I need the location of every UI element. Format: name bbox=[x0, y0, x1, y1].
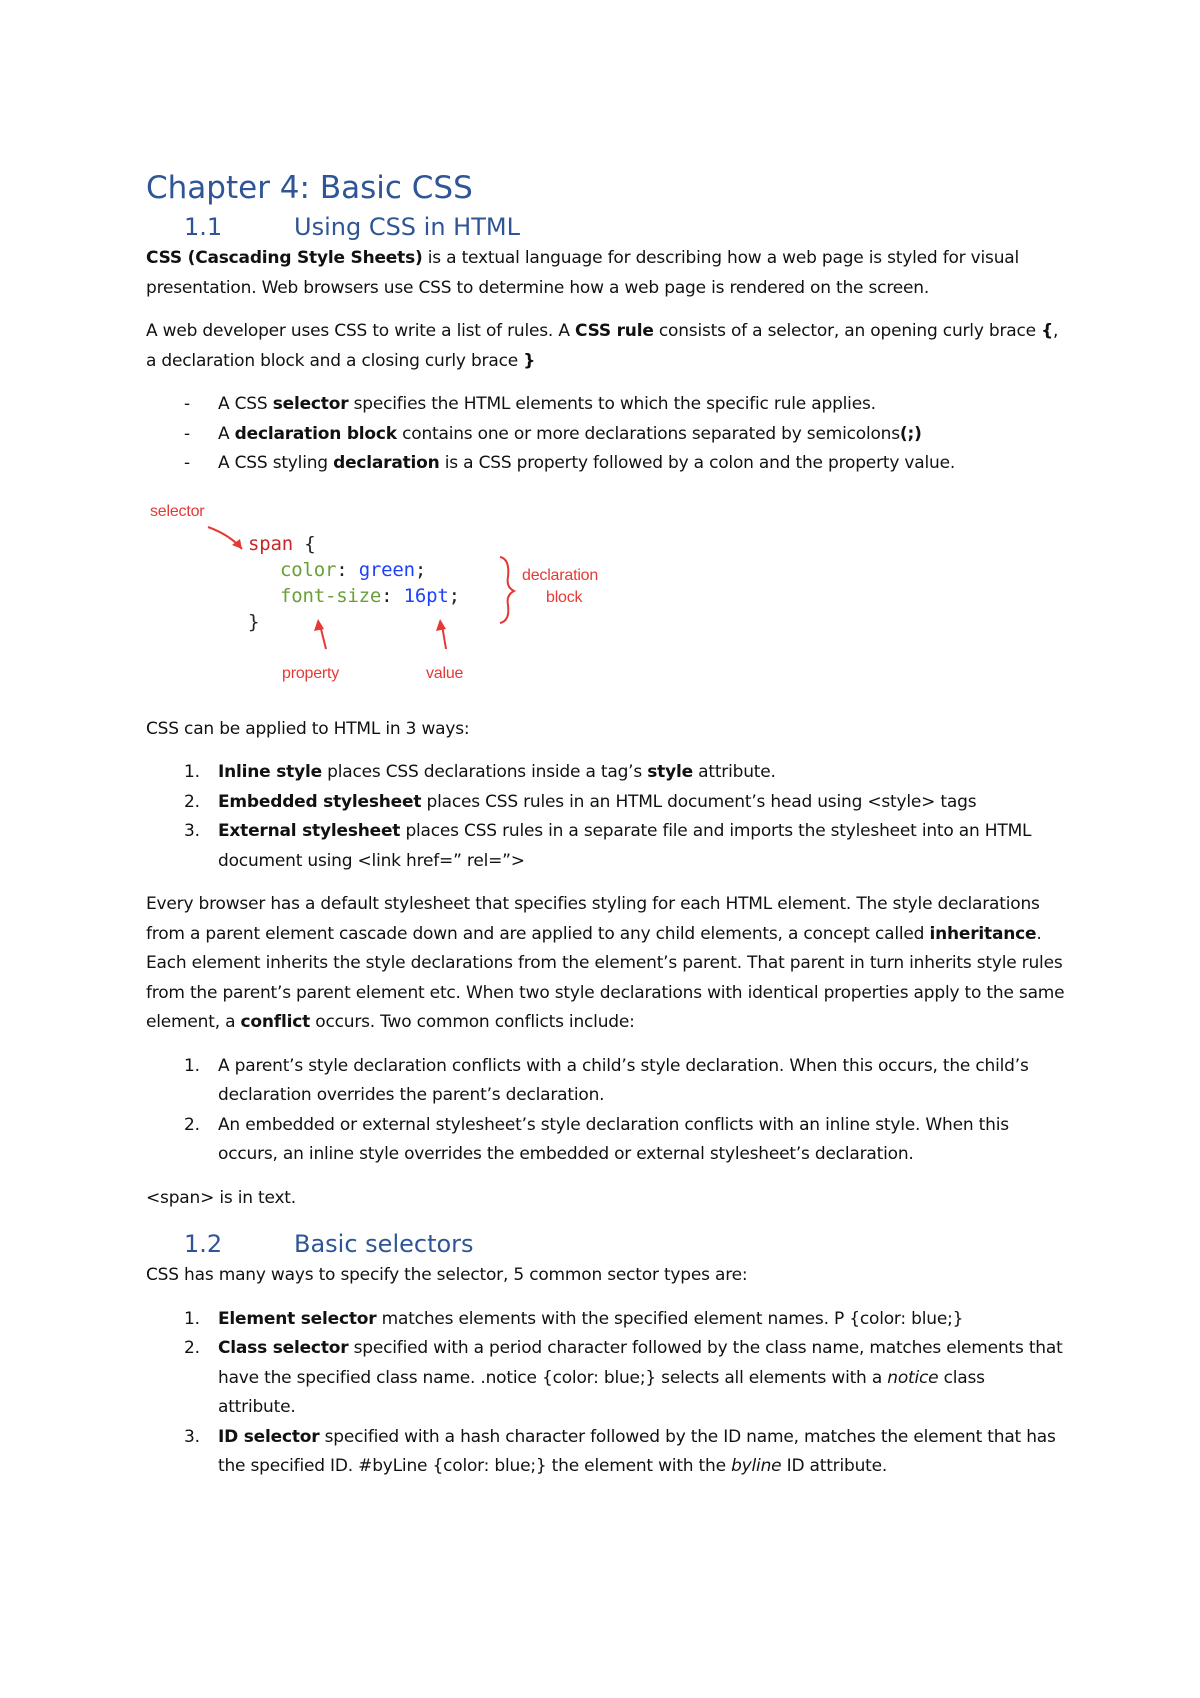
list-number: 1. bbox=[184, 1308, 200, 1329]
document-content bbox=[146, 168, 1066, 1496]
label-value: value bbox=[426, 664, 464, 682]
bold-term: ID selector bbox=[218, 1426, 320, 1447]
list-item bbox=[146, 1423, 1066, 1482]
list-item bbox=[146, 420, 1066, 450]
bold-term: selector bbox=[272, 394, 349, 414]
bold-term: Embedded stylesheet bbox=[218, 791, 422, 812]
bold-term: { bbox=[1041, 321, 1054, 341]
bold-term: Element selector bbox=[218, 1308, 377, 1329]
list-number: 3. bbox=[184, 821, 200, 841]
italic-term: notice bbox=[887, 1367, 939, 1388]
label-declaration: declaration bbox=[522, 566, 599, 584]
text-run: is a textual language for describing how a web page is styled for visual presentation. Web browsers use CSS to determine how a web page is rendered on the screen. bbox=[146, 248, 1020, 298]
code-colon: : bbox=[381, 584, 404, 607]
dash-marker: - bbox=[184, 453, 190, 473]
code-line-2 bbox=[280, 583, 460, 609]
text-run: specified with a hash character followed by the ID name, matches the element that has the specified ID. #byLine {color: blue;} the element with the bbox=[218, 1426, 1056, 1476]
bold-term: } bbox=[523, 350, 536, 371]
section-heading-1-2 bbox=[146, 1227, 1066, 1261]
conflicts-list bbox=[146, 1052, 1066, 1170]
bold-term: Inline style bbox=[218, 762, 322, 782]
bold-term: CSS (Cascading Style Sheets) bbox=[146, 248, 423, 268]
code-semicolon: ; bbox=[414, 558, 427, 581]
paragraph-css-rule bbox=[146, 317, 1066, 376]
section-number: 1.2 bbox=[184, 1230, 223, 1258]
list-number: 2. bbox=[184, 1338, 200, 1358]
bold-term: (;) bbox=[899, 423, 922, 444]
label-selector: selector bbox=[150, 502, 205, 520]
bold-term: inheritance bbox=[929, 923, 1037, 944]
list-item bbox=[146, 788, 1066, 818]
bold-term: declaration bbox=[333, 453, 440, 473]
text-run: contains one or more declarations separated by semicolons bbox=[396, 423, 900, 444]
dash-list bbox=[146, 390, 1066, 479]
text-run: attribute. bbox=[692, 762, 776, 782]
text-run: A bbox=[218, 423, 235, 444]
bold-term: declaration block bbox=[234, 423, 397, 444]
list-number: 1. bbox=[184, 1055, 200, 1076]
text-run: A parent’s style declaration conflicts with a child’s style declaration. When this occurs, the child’s declaration overrides the parent’s declaration. bbox=[218, 1055, 1029, 1105]
list-number: 2. bbox=[184, 1114, 200, 1135]
ways-list bbox=[146, 758, 1066, 876]
list-item bbox=[146, 1305, 1066, 1335]
code-property: color bbox=[280, 558, 337, 581]
text-run: consists of a selector, an opening curly brace bbox=[653, 321, 1042, 341]
code-property: font-size bbox=[280, 584, 382, 607]
text-run: class attribute. bbox=[218, 1367, 985, 1417]
list-item bbox=[146, 1111, 1066, 1170]
text-run: matches elements with the specified element names. P {color: blue;} bbox=[376, 1308, 964, 1329]
text-run: An embedded or external stylesheet’s style declaration conflicts with an inline style. When this occurs, an inline style overrides the embedded or external stylesheet’s declaration. bbox=[218, 1114, 1009, 1164]
bold-term: CSS rule bbox=[574, 321, 654, 341]
paragraph-span-note: <span> is in text. bbox=[146, 1187, 296, 1208]
selectors-list bbox=[146, 1305, 1066, 1482]
code-semicolon: ; bbox=[448, 584, 460, 607]
code-value: green bbox=[358, 558, 415, 581]
text-run: ID attribute. bbox=[781, 1456, 888, 1476]
text-run: specifies the HTML elements to which the specific rule applies. bbox=[348, 394, 876, 414]
paragraph-inheritance bbox=[146, 890, 1066, 1038]
code-line-1 bbox=[280, 557, 426, 583]
label-property: property bbox=[282, 664, 340, 682]
list-item bbox=[146, 817, 1066, 876]
section-title: Basic selectors bbox=[294, 1230, 474, 1258]
text-run: places CSS rules in an HTML document’s head using <style> tags bbox=[421, 791, 977, 812]
text-run: places CSS rules in a separate file and imports the stylesheet into an HTML document using <link href=” rel=”> bbox=[218, 821, 1032, 871]
list-item bbox=[146, 758, 1066, 788]
section-title: Using CSS in HTML bbox=[294, 213, 520, 241]
bold-term: External stylesheet bbox=[218, 821, 401, 841]
text-run: occurs. Two common conflicts include: bbox=[310, 1012, 635, 1032]
paragraph-ways-intro: CSS can be applied to HTML in 3 ways: bbox=[146, 718, 470, 739]
list-number: 3. bbox=[184, 1426, 200, 1447]
list-item bbox=[146, 449, 1066, 479]
code-brace-close: } bbox=[248, 610, 260, 633]
bold-term: conflict bbox=[240, 1012, 311, 1032]
code-colon: : bbox=[336, 558, 359, 581]
text-run: , a declaration block and a closing curly brace bbox=[146, 321, 1059, 371]
bold-term: Class selector bbox=[218, 1338, 349, 1358]
text-run: Every browser has a default stylesheet that specifies styling for each HTML element. The style declarations from a parent element cascade down and are applied to any child elements, a concept called bbox=[146, 894, 1040, 944]
text-run: . Each element inherits the style declarations from the element’s parent. That parent in turn inherits style rules from the parent’s parent element etc. When two style declarations with identical properties apply to the same element, a bbox=[146, 923, 1065, 1032]
dash-marker: - bbox=[184, 423, 190, 444]
css-rule-diagram bbox=[150, 497, 630, 697]
code-line-close bbox=[248, 609, 259, 635]
code-line-open bbox=[248, 531, 315, 557]
dash-marker: - bbox=[184, 394, 190, 414]
section-heading-1-1 bbox=[146, 210, 1066, 244]
text-run: is a CSS property followed by a colon and the property value. bbox=[439, 453, 956, 473]
list-number: 1. bbox=[184, 762, 200, 782]
list-item bbox=[146, 390, 1066, 420]
text-run: A CSS styling bbox=[218, 453, 334, 473]
list-number: 2. bbox=[184, 791, 200, 812]
paragraph-selectors-intro: CSS has many ways to specify the selector, 5 common sector types are: bbox=[146, 1265, 748, 1285]
paragraph-css-definition bbox=[146, 244, 1066, 303]
section-number: 1.1 bbox=[184, 213, 223, 241]
code-selector: span bbox=[248, 532, 293, 555]
code-brace-open: { bbox=[292, 532, 316, 555]
code-value: 16pt bbox=[403, 584, 449, 607]
chapter-title: Chapter 4: Basic CSS bbox=[146, 170, 473, 206]
bold-term: style bbox=[647, 762, 693, 782]
text-run: specified with a period character followed by the class name, matches elements that have the specified class name. .notice {color: blue;} selects all elements with a bbox=[218, 1338, 1063, 1388]
list-item bbox=[146, 1334, 1066, 1423]
text-run: A web developer uses CSS to write a list of rules. A bbox=[146, 321, 575, 341]
text-run: places CSS declarations inside a tag’s bbox=[321, 762, 648, 782]
text-run: A CSS bbox=[218, 394, 273, 414]
italic-term: byline bbox=[731, 1456, 782, 1476]
label-block: block bbox=[546, 588, 583, 606]
list-item bbox=[146, 1052, 1066, 1111]
